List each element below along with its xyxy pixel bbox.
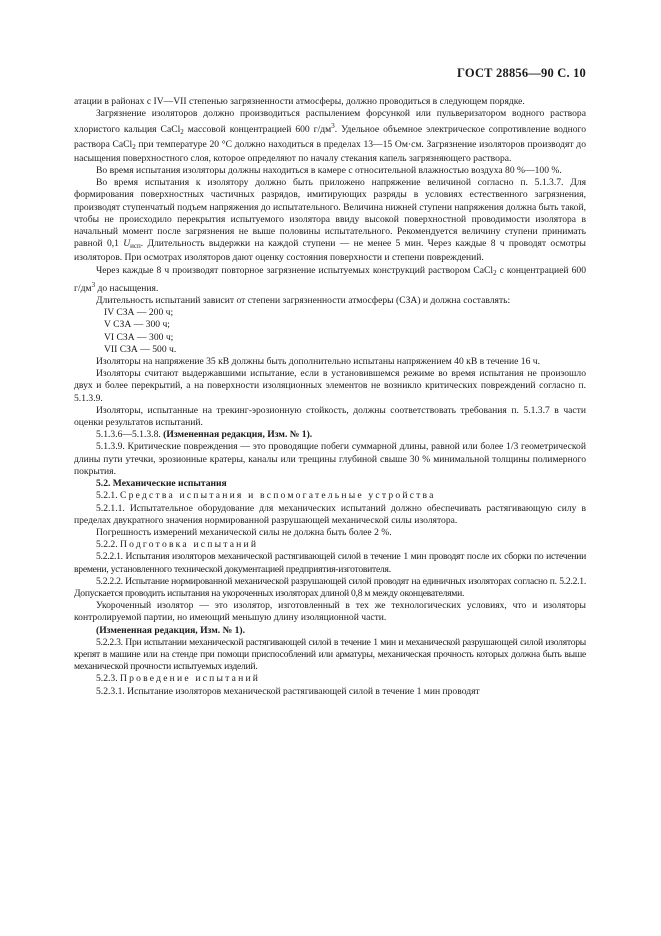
paragraph-tracking: Изоляторы, испытанные на трекинг-эрозионную стойкость, должны соответствовать требования п. 5.1.3.7 в части оценки результатов испытаний. (74, 404, 586, 429)
paragraph-5-2-2-1: 5.2.2.1. Испытания изоляторов механической растягивающей силой в течение 1 мин проводят после их сборки по истечении времени, установленного технической документацией предприятия-изготовителя. (74, 551, 586, 575)
paragraph-amendment-2: (Измененная редакция, Изм. № 1). (96, 624, 246, 636)
subsection-heading-5-2-2: 5.2.2. Подготовка испытаний (96, 539, 259, 551)
paragraph-35kv: Изоляторы на напряжение 35 кВ должны быть дополнительно испытаны напряжением 40 кВ в течение 16 ч. (96, 356, 540, 368)
paragraph-voltage: Во время испытания к изолятору должно быть приложено напряжение величиной согласно п. 5.1.3.7. Для формирования поверхностных частичных разрядов, имитирующих разряды в условиях естественного загрязнения, производят ступенчатый подъем напряжения до испытательного. Величина нижней ступени напряжения должна быть такой, чтобы не происходило перекрытия испытуемого изолятора ввиду высокой поверхностной проводимости изолятора в начальный момент после загрязнения не выше половины испытательного. Рекомендуется величину ступени принимать равной 0,1 $U_{исп}$. Длительность выдержки на каждой ступени — не менее 5 мин. Через каждые 8 ч проводят осмотры изоляторов. При осмотрах изоляторов дают оценку состояния поверхности и степени повреждений. (74, 177, 586, 264)
list-item: IV СЗА — 200 ч; (104, 307, 174, 319)
document-body (74, 96, 586, 698)
paragraph-5-2-3-1: 5.2.3.1. Испытание изоляторов механической растягивающей силой в течение 1 мин проводят (96, 685, 480, 697)
page-header: ГОСТ 28856—90 С. 10 (457, 66, 586, 80)
duration-list (74, 307, 586, 356)
paragraph-recontamination: Через каждые 8 ч производят повторное загрязнение испытуемых конструкций раствором CaCl$_2$ с концентрацией 600 $г/дм^3$ до насыщения. (74, 264, 586, 294)
section-heading-5-2: 5.2. Механические испытания (96, 478, 227, 490)
paragraph-shortened-insulator: Укороченный изолятор — это изолятор, изготовленный в тех же технологических условиях, что и изоляторы контролируемой партии, но имеющий меньшую длину изоляционной части. (74, 600, 586, 624)
paragraph-amendment-1: 5.1.3.6—5.1.3.8. (Измененная редакция, Изм. № 1). (96, 429, 313, 441)
paragraph-5-2-2-2: 5.2.2.2. Испытание нормированной механической разрушающей силой проводят на единичных изоляторах согласно п. 5.2.2.1. Допускается проводить испытания на укороченных изоляторах длиной 0,8 м между оконцевателями. (74, 575, 586, 599)
paragraph-humidity: Во время испытания изоляторы должны находиться в камере с относительной влажностью воздуха 80 %—100 %. (96, 165, 562, 177)
subsection-heading-5-2-3: 5.2.3. Проведение испытаний (96, 673, 261, 685)
document-page (74, 0, 586, 936)
paragraph-pass-criteria: Изоляторы считают выдержавшими испытание, если в установившемся режиме во время испытания не произошло двух и более перекрытий, а на поверхности изоляционных элементов не возникло критических повреждений согласно п. 5.1.3.9. (74, 368, 586, 404)
paragraph-critical-damage: 5.1.3.9. Критические повреждения — это проводящие побеги суммарной длины, равной или более 1/3 геометрической длины пути утечки, эрозионные кратеры, каналы или трещины глубиной свыше 30 % минимальной толщины полимерного покрытия. (74, 441, 586, 477)
paragraph-duration: Длительность испытаний зависит от степени загрязненности атмосферы (СЗА) и должна составлять: (96, 295, 511, 307)
paragraph-5-2-1-1: 5.2.1.1. Испытательное оборудование для механических испытаний должно обеспечивать растягивающую силу в пределах двукратного значения нормированной разрушающей механической силы изолятора. (74, 502, 586, 526)
paragraph-continuation: атации в районах с IV—VII степенью загрязненности атмосферы, должно проводиться в следующем порядке. (74, 96, 525, 107)
list-item: V СЗА — 300 ч; (104, 319, 170, 331)
list-item: VII СЗА — 500 ч. (104, 343, 177, 355)
paragraph-contamination: Загрязнение изоляторов должно производиться распылением форсункой или пульверизатором водного раствора хлористого кальция CaCl$_2$ массовой концентрацией 600 $г/дм^3$. Удельное объемное электрическое сопротивление водного раствора CaCl$_2$ при температуре 20 °С должно находиться в пределах 13—15 Ом·см. Загрязнение изоляторов производят до насыщения поверхностного слоя, которое определяют по началу стекания капель загрязняющего раствора. (74, 108, 587, 164)
paragraph-measurement-error: Погрешность измерений механической силы не должна быть более 2 %. (96, 526, 392, 538)
list-item: VI СЗА — 300 ч; (104, 331, 174, 343)
paragraph-5-2-2-3: 5.2.2.3. При испытании механической растягивающей силой в течение 1 мин и механической разрушающей силой изоляторы крепят в машине или на стенде при помощи приспособлений или арматуры, механическая прочность которых должна быть выше механической прочности испытуемых изделий. (74, 636, 586, 673)
subsection-heading-5-2-1: 5.2.1. Средства испытания и вспомогательные устройства (96, 490, 436, 502)
